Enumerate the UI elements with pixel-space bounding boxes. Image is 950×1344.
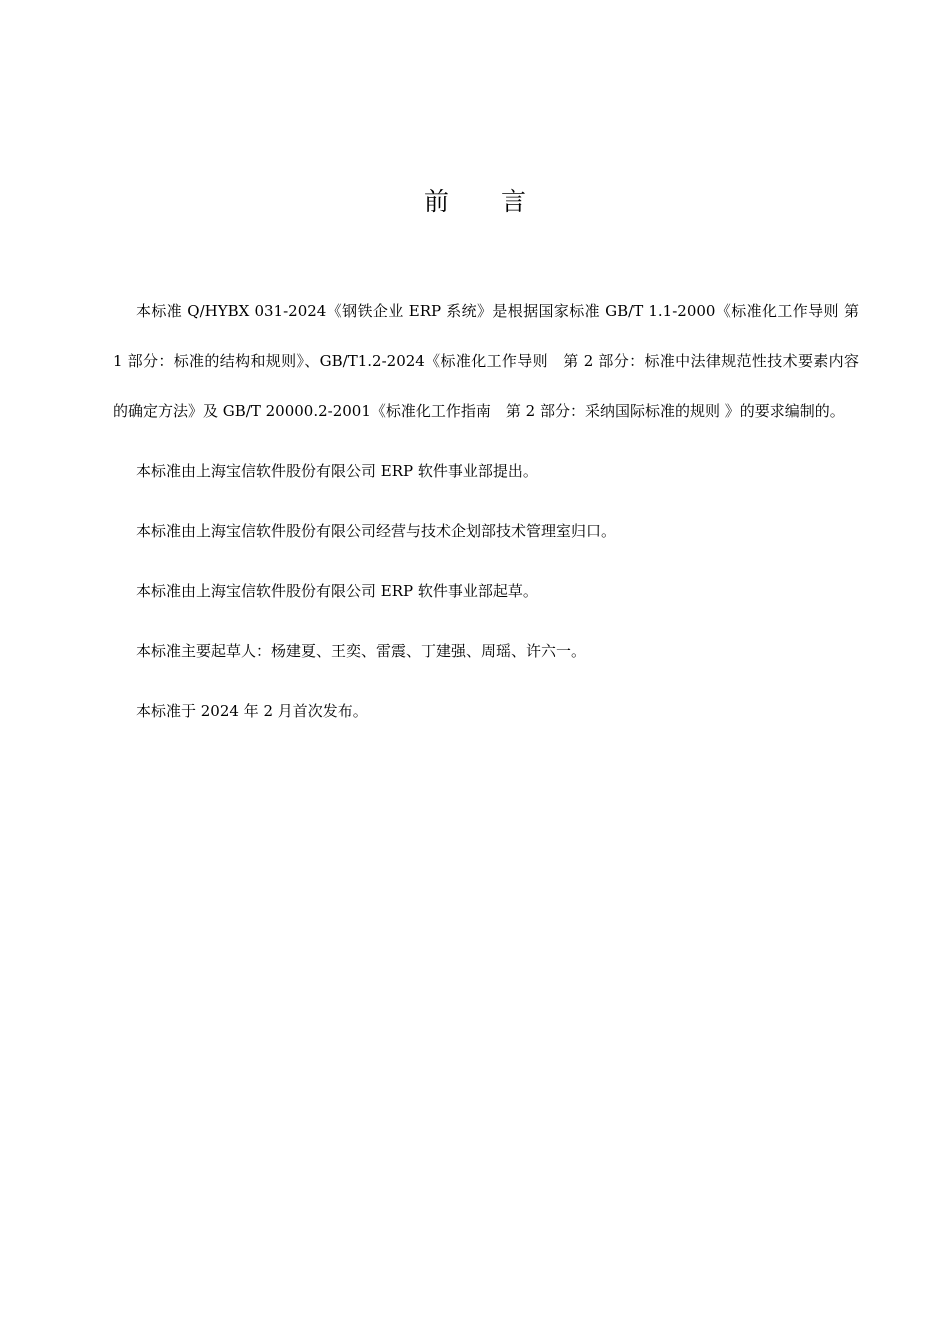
foreword-body	[113, 286, 859, 746]
paragraph-administrator: 本标准由上海宝信软件股份有限公司经营与技术企划部技术管理室归口。	[136, 522, 617, 540]
paragraph-drafters: 本标准主要起草人：杨建夏、王奕、雷震、丁建强、周瑶、许六一。	[136, 642, 587, 660]
paragraph-standard-basis: 本标准 Q/HYBX 031-2024《钢铁企业 ERP 系统》是根据国家标准 GB/T 1.1-2000《标准化工作导则 第 1 部分：标准的结构和规则》、GB/T1.2-2024《标准化工作导则 第 2 部分：标准中法律规范性技术要素内容的确定方法》及 GB/T 20000.2-2001《标准化工作指南 第 2 部分：采纳国际标准的规则 》的要求编制的。	[113, 302, 859, 420]
paragraph-release: 本标准于 2024 年 2 月首次发布。	[136, 702, 368, 720]
paragraph-proposer: 本标准由上海宝信软件股份有限公司 ERP 软件事业部提出。	[136, 462, 538, 480]
paragraph-drafting-unit: 本标准由上海宝信软件股份有限公司 ERP 软件事业部起草。	[136, 582, 538, 600]
page-title: 前言	[423, 187, 578, 216]
